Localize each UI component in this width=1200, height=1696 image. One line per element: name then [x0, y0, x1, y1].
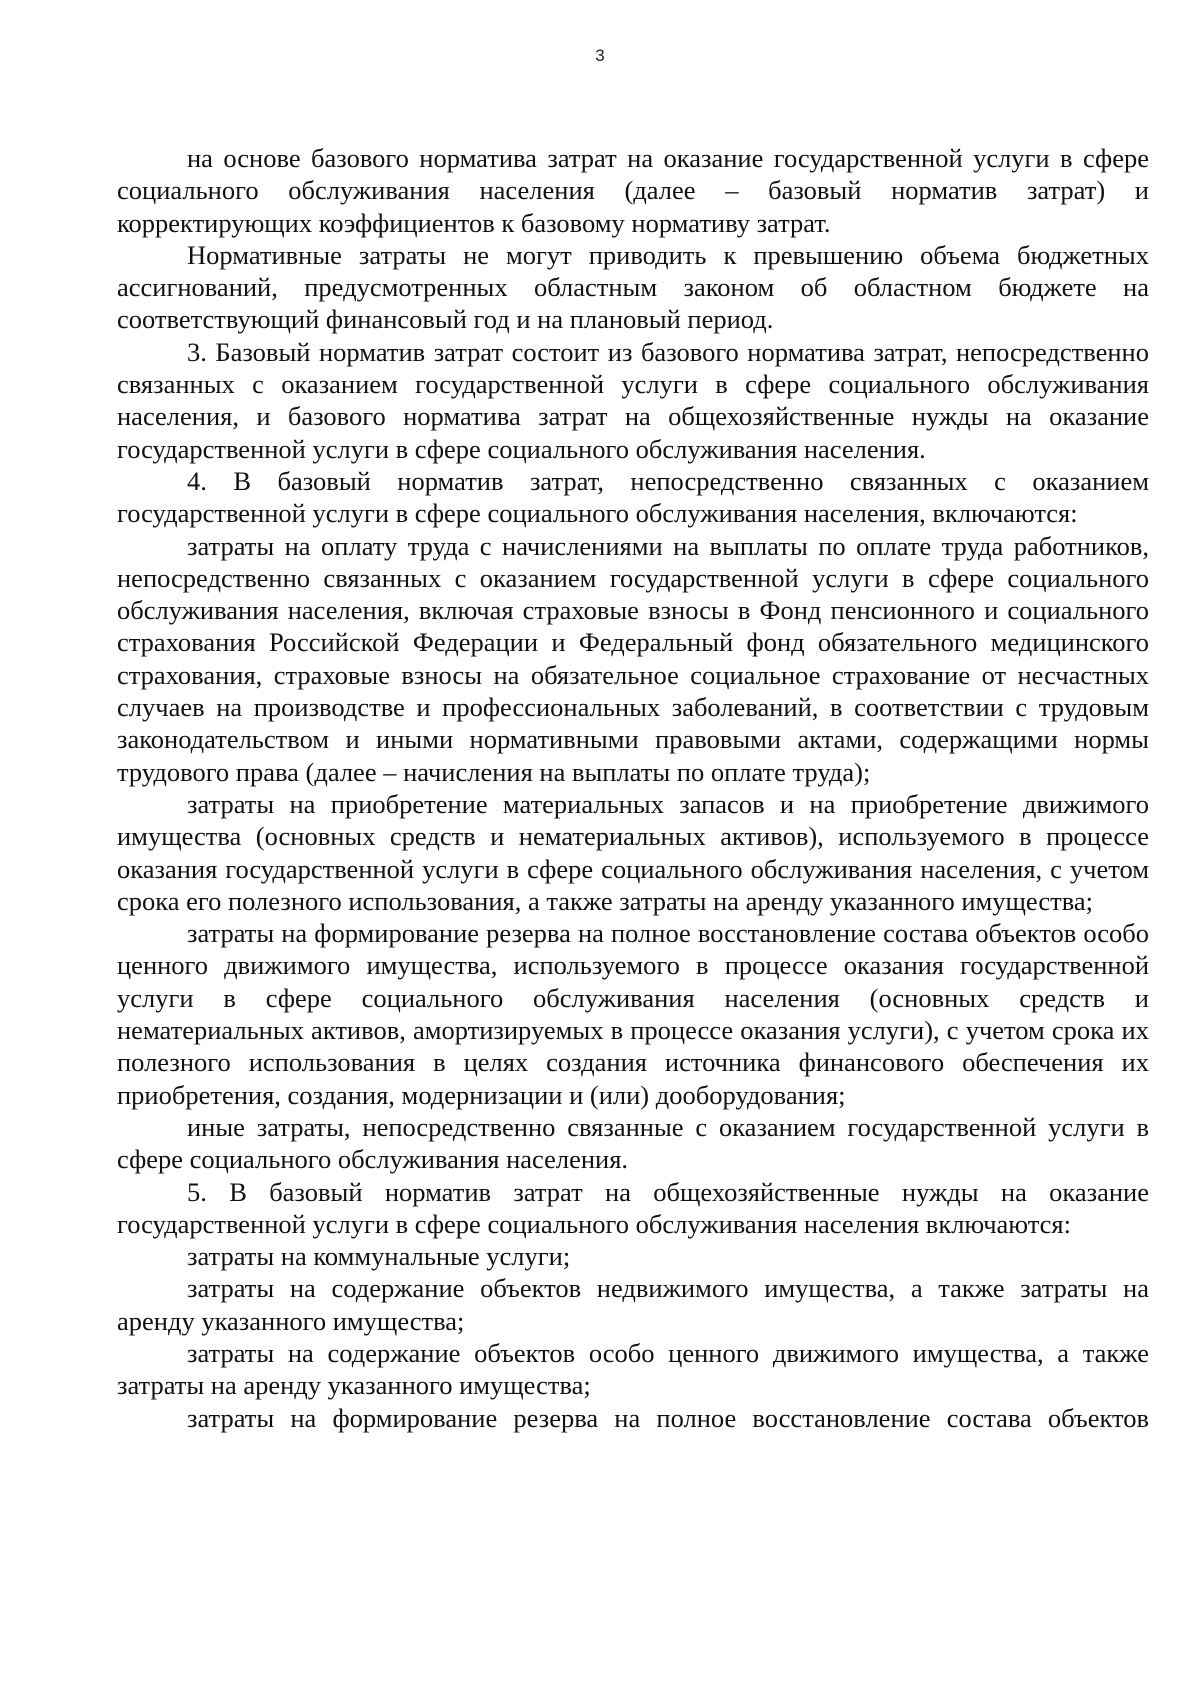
paragraph-section-5: 5. В базовый норматив затрат на общехозяйственные нужды на оказание государственной услуги в сфере социального обслуживания населения включаются:: [117, 1176, 1149, 1239]
paragraph-normative-limits: Нормативные затраты не могут приводить к превышению объема бюджетных ассигнований, предусмотренных областным законом об областном бюджете на соответствующий финансовый год и на плановый период.: [117, 239, 1149, 335]
paragraph-movable-property-costs: затраты на содержание объектов особо ценного движимого имущества, а также затраты на аренду указанного имущества;: [117, 1337, 1149, 1401]
paragraph-labor-costs: затраты на оплату труда с начислениями на выплаты по оплате труда работников, непосредственно связанных с оказанием государственной услуги в сфере социального обслуживания населения, включая страховые взносы в Фонд пенсионного и социального страхования Российской Федерации и Федеральный фонд обязательного медицинского страхования, страховые взносы на обязательное социальное страхование от несчастных случаев на производстве и профессиональных заболеваний, в соответствии с трудовым законодательством и иными нормативными правовыми актами, содержащими нормы трудового права (далее – начисления на выплаты по оплате труда);: [117, 530, 1149, 787]
document-body: [117, 142, 1149, 1434]
paragraph-real-estate-costs: затраты на содержание объектов недвижимого имущества, а также затраты на аренду указанного имущества;: [117, 1273, 1149, 1336]
paragraph-reserve-costs-continued: затраты на формирование резерва на полное восстановление состава объектов: [187, 1402, 1149, 1433]
paragraph-reserve-costs: затраты на формирование резерва на полное восстановление состава объектов особо ценного движимого имущества, используемого в процессе оказания государственной услуги в сфере социального обслуживания населения (основных средств и нематериальных активов, амортизируемых в процессе оказания услуги), с учетом срока их полезного использования в целях создания источника финансового обеспечения их приобретения, создания, модернизации и (или) дооборудования;: [117, 918, 1149, 1110]
page-number: 3: [595, 46, 605, 65]
paragraph-other-costs: иные затраты, непосредственно связанные с оказанием государственной услуги в сфере социального обслуживания населения.: [117, 1111, 1149, 1175]
paragraph-materials-costs: затраты на приобретение материальных запасов и на приобретение движимого имущества (основных средств и нематериальных активов), используемого в процессе оказания государственной услуги в сфере социального обслуживания населения, с учетом срока его полезного использования, а также затраты на аренду указанного имущества;: [117, 788, 1149, 916]
paragraph-utilities-costs: затраты на коммунальные услуги;: [187, 1241, 571, 1272]
paragraph-section-3: 3. Базовый норматив затрат состоит из базового норматива затрат, непосредственно связанных с оказанием государственной услуги в сфере социального обслуживания населения, и базового норматива затрат на общехозяйственные нужды на оказание государственной услуги в сфере социального обслуживания населения.: [117, 336, 1149, 464]
paragraph-section-4: 4. В базовый норматив затрат, непосредственно связанных с оказанием государственной услуги в сфере социального обслуживания населения, включаются:: [117, 465, 1149, 529]
paragraph-basis-intro: на основе базового норматива затрат на оказание государственной услуги в сфере социального обслуживания населения (далее – базовый норматив затрат) и корректирующих коэффициентов к базовому нормативу затрат.: [117, 143, 1149, 238]
